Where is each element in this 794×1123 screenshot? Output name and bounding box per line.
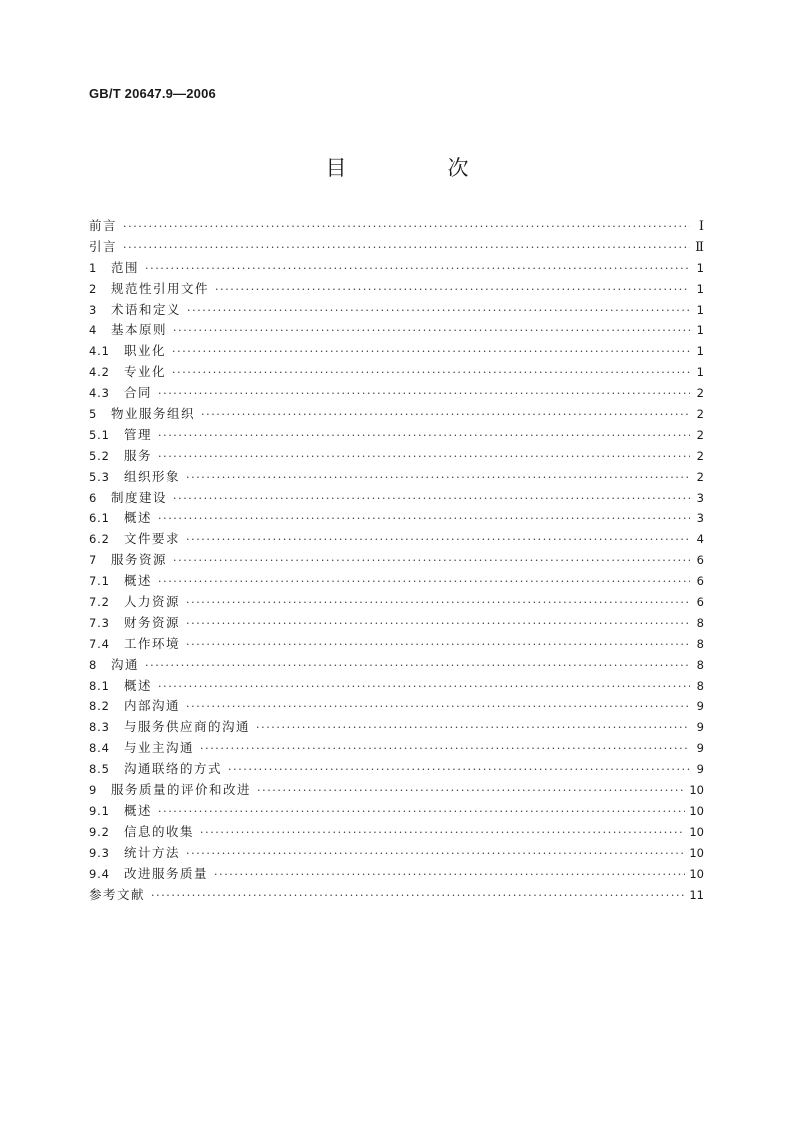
toc-leader-dots	[158, 806, 685, 817]
toc-leader-dots	[200, 827, 685, 838]
toc-entry-title: 人力资源	[124, 594, 181, 610]
toc-leader-dots	[186, 701, 690, 712]
toc-leader-dots	[173, 325, 690, 336]
toc-entry[interactable]	[89, 696, 704, 717]
toc-entry-title: 服务质量的评价和改进	[111, 782, 252, 798]
toc-entry-number: 5.3	[89, 469, 110, 484]
toc-entry[interactable]	[89, 613, 704, 634]
toc-entry-number: 4.3	[89, 386, 110, 401]
toc-entry-number: 6.1	[89, 511, 110, 526]
toc-entry-number: 7.2	[89, 595, 110, 610]
toc-entry-number: 9.1	[89, 803, 110, 818]
toc-entry-page: 1	[696, 260, 704, 275]
toc-entry-page: 4	[696, 532, 704, 547]
toc-entry[interactable]	[89, 571, 704, 592]
toc-entry-number: 3	[89, 302, 98, 317]
toc-leader-dots	[172, 367, 690, 378]
toc-entry-number: 5	[89, 407, 98, 422]
toc-entry[interactable]	[89, 885, 704, 906]
toc-leader-dots	[158, 681, 690, 692]
toc-entry-title: 信息的收集	[124, 823, 195, 839]
toc-entry-page: Ⅰ	[698, 219, 704, 234]
toc-entry-page: 8	[696, 636, 704, 651]
toc-entry-title: 与业主沟通	[124, 740, 195, 756]
toc-entry-title: 概述	[124, 677, 153, 693]
toc-entry-title: 管理	[124, 426, 153, 442]
toc-leader-dots	[172, 346, 690, 357]
toc-entry-number: 8.3	[89, 720, 110, 735]
toc-entry-page: 10	[689, 866, 704, 881]
toc-leader-dots	[186, 534, 690, 545]
toc-entry-number: 1	[89, 260, 98, 275]
toc-entry-title: 前言	[89, 218, 118, 233]
toc-entry-page: 2	[696, 427, 704, 442]
toc-entry-number: 8.1	[89, 678, 110, 693]
toc-entry-title: 内部沟通	[124, 698, 181, 714]
toc-entry[interactable]	[89, 864, 704, 885]
toc-leader-dots	[215, 284, 690, 295]
toc-leader-dots	[158, 388, 690, 399]
toc-entry[interactable]	[89, 216, 704, 237]
toc-entry-title: 改进服务质量	[124, 865, 209, 881]
toc-entry-page: 9	[696, 762, 704, 777]
toc-entry[interactable]	[89, 467, 704, 488]
toc-leader-dots	[158, 513, 690, 524]
toc-entry[interactable]	[89, 383, 704, 404]
toc-entry-number: 8.2	[89, 699, 110, 714]
toc-entry-title: 概述	[124, 573, 153, 589]
toc-entry-title: 物业服务组织	[111, 406, 196, 422]
toc-entry-page: 10	[689, 824, 704, 839]
toc-leader-dots	[173, 555, 690, 566]
toc-entry-page: 10	[689, 803, 704, 818]
toc-entry-number: 6.2	[89, 532, 110, 547]
toc-entry-title: 财务资源	[124, 614, 181, 630]
toc-entry-title: 沟通联络的方式	[124, 761, 223, 777]
toc-entry[interactable]	[89, 488, 704, 509]
toc-entry-number: 7.4	[89, 636, 110, 651]
toc-entry-page: 11	[689, 887, 704, 902]
toc-leader-dots	[201, 409, 690, 420]
toc-entry[interactable]	[89, 529, 704, 550]
toc-entry-title: 概述	[124, 802, 153, 818]
toc-entry[interactable]	[89, 320, 704, 341]
toc-entry-number: 9.3	[89, 845, 110, 860]
toc-entry-number: 8.5	[89, 762, 110, 777]
toc-leader-dots	[123, 242, 690, 253]
toc-entry-number: 4	[89, 323, 98, 338]
toc-leader-dots	[158, 576, 690, 587]
toc-entry-page: 9	[696, 720, 704, 735]
toc-entry[interactable]	[89, 237, 704, 258]
toc-entry-number: 6	[89, 490, 98, 505]
toc-entry-title: 基本原则	[111, 322, 168, 338]
toc-entry-number: 5.2	[89, 448, 110, 463]
toc-leader-dots	[257, 785, 685, 796]
toc-leader-dots	[186, 472, 690, 483]
toc-entry-page: 1	[696, 281, 704, 296]
toc-entry-title: 参考文献	[89, 886, 146, 902]
toc-entry-title: 合同	[124, 385, 153, 401]
toc-entry-title: 概述	[124, 510, 153, 526]
toc-entry[interactable]	[89, 655, 704, 676]
toc-entry-page: 1	[696, 344, 704, 359]
toc-leader-dots	[200, 743, 690, 754]
toc-leader-dots	[186, 848, 685, 859]
toc-entry[interactable]	[89, 362, 704, 383]
toc-entry-page: 8	[696, 678, 704, 693]
toc-entry-page: 2	[696, 469, 704, 484]
toc-entry-page: 10	[689, 845, 704, 860]
toc-entry-page: 6	[696, 574, 704, 589]
toc-entry-number: 5.1	[89, 427, 110, 442]
toc-entry-title: 规范性引用文件	[111, 280, 210, 296]
toc-entry-page: 1	[696, 365, 704, 380]
toc-entry-number: 8.4	[89, 741, 110, 756]
toc-leader-dots	[123, 221, 690, 232]
toc-leader-dots	[228, 764, 690, 775]
toc-entry-number: 8	[89, 657, 98, 672]
toc-leader-dots	[186, 618, 690, 629]
toc-entry-number: 2	[89, 281, 98, 296]
toc-entry-number: 9.4	[89, 866, 110, 881]
toc-entry[interactable]	[89, 446, 704, 467]
toc-leader-dots	[158, 451, 690, 462]
toc-leader-dots	[158, 430, 690, 441]
toc-leader-dots	[173, 493, 690, 504]
toc-entry-page: 1	[696, 302, 704, 317]
toc-leader-dots	[186, 597, 690, 608]
toc-leader-dots	[214, 869, 685, 880]
toc-entry-page: 8	[696, 657, 704, 672]
toc-entry-title: 组织形象	[124, 468, 181, 484]
toc-entry-page: 6	[696, 553, 704, 568]
toc-leader-dots	[256, 722, 690, 733]
toc-entry-page: 2	[696, 407, 704, 422]
toc-entry[interactable]	[89, 404, 704, 425]
toc-entry[interactable]	[89, 717, 704, 738]
toc-entry[interactable]	[89, 843, 704, 864]
toc-entry-page: 10	[689, 783, 704, 798]
toc-entry-title: 制度建设	[111, 489, 168, 505]
toc-entry-page: 9	[696, 741, 704, 756]
toc-entry-page: 3	[696, 511, 704, 526]
toc-entry-title: 专业化	[124, 364, 167, 380]
toc-entry-title: 引言	[89, 238, 118, 254]
toc-leader-dots	[151, 890, 685, 901]
page-title: 目 次	[325, 156, 509, 180]
toc-entry-page: 9	[696, 699, 704, 714]
toc-entry-title: 服务	[124, 447, 153, 463]
table-of-contents	[89, 216, 704, 905]
toc-entry-page: 2	[696, 448, 704, 463]
toc-entry-title: 统计方法	[124, 844, 181, 860]
toc-entry-title: 范围	[111, 259, 140, 275]
toc-entry[interactable]	[89, 550, 704, 571]
toc-entry-title: 术语和定义	[111, 301, 182, 317]
toc-entry-number: 7.3	[89, 615, 110, 630]
toc-leader-dots	[145, 263, 690, 274]
toc-entry[interactable]	[89, 759, 704, 780]
toc-entry[interactable]	[89, 676, 704, 697]
toc-leader-dots	[186, 639, 690, 650]
toc-entry-title: 职业化	[124, 343, 167, 359]
toc-entry-number: 7	[89, 553, 98, 568]
toc-entry-title: 沟通	[111, 656, 140, 672]
toc-entry-number: 4.2	[89, 365, 110, 380]
toc-leader-dots	[187, 305, 690, 316]
toc-entry-page: 3	[696, 490, 704, 505]
toc-entry-page: 1	[696, 323, 704, 338]
toc-entry-page: 6	[696, 595, 704, 610]
toc-entry[interactable]	[89, 634, 704, 655]
toc-entry[interactable]	[89, 300, 704, 321]
toc-entry-number: 4.1	[89, 344, 110, 359]
toc-entry-number: 9	[89, 783, 98, 798]
toc-entry[interactable]	[89, 279, 704, 300]
toc-entry-title: 与服务供应商的沟通	[124, 719, 251, 735]
toc-entry-page: 2	[696, 386, 704, 401]
toc-entry[interactable]	[89, 822, 704, 843]
toc-entry[interactable]	[89, 801, 704, 822]
toc-leader-dots	[145, 660, 690, 671]
toc-entry-title: 文件要求	[124, 531, 181, 547]
toc-entry-title: 服务资源	[111, 552, 168, 568]
toc-entry-number: 9.2	[89, 824, 110, 839]
toc-entry[interactable]	[89, 508, 704, 529]
toc-entry[interactable]	[89, 592, 704, 613]
toc-entry[interactable]	[89, 780, 704, 801]
standard-code: GB/T 20647.9—2006	[89, 86, 216, 101]
toc-entry[interactable]	[89, 738, 704, 759]
toc-entry-number: 7.1	[89, 574, 110, 589]
toc-entry[interactable]	[89, 258, 704, 279]
toc-entry-page: Ⅱ	[695, 239, 704, 255]
toc-entry[interactable]	[89, 425, 704, 446]
toc-entry-title: 工作环境	[124, 635, 181, 651]
toc-entry-page: 8	[696, 615, 704, 630]
toc-entry[interactable]	[89, 341, 704, 362]
